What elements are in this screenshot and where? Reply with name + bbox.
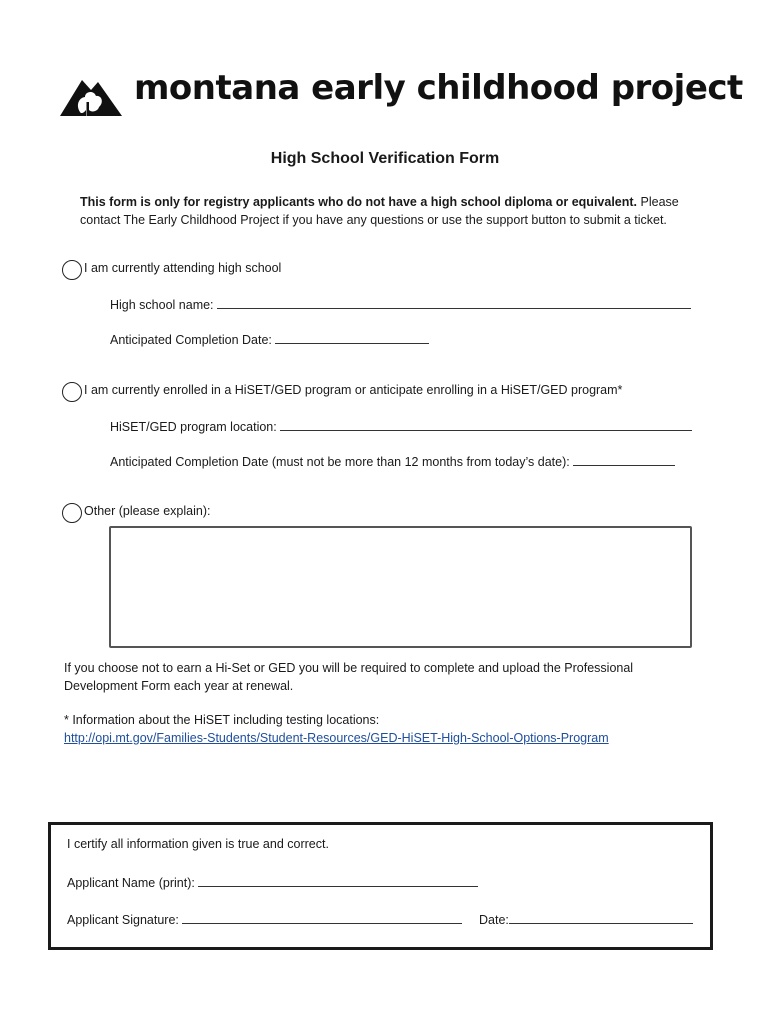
hiset-info-text: * Information about the HiSET including testing locations: <box>64 713 380 727</box>
completion-date-input-1[interactable] <box>275 331 429 344</box>
hiset-info <box>64 711 704 747</box>
program-location-field <box>110 418 692 434</box>
radio-attending-high-school[interactable] <box>62 260 82 280</box>
completion-date-input-2[interactable] <box>573 453 675 466</box>
date-field <box>479 911 693 927</box>
completion-date-label-2: Anticipated Completion Date (must not be more than 12 months from today’s date): <box>110 455 570 469</box>
form-title: High School Verification Form <box>270 150 500 167</box>
completion-date-field-1 <box>110 331 429 347</box>
program-location-label: HiSET/GED program location: <box>110 420 277 434</box>
option-label-other: Other (please explain): <box>84 504 211 518</box>
header <box>58 68 743 126</box>
applicant-name-label: Applicant Name (print): <box>67 876 195 890</box>
radio-hiset-ged-program[interactable] <box>62 382 82 402</box>
applicant-name-field <box>67 874 478 890</box>
applicant-signature-input[interactable] <box>182 911 462 924</box>
certification-box <box>48 822 713 950</box>
option-label-hiset: I am currently enrolled in a HiSET/GED program or anticipate enrolling in a HiSET/GED program* <box>84 383 623 397</box>
high-school-name-input[interactable] <box>217 296 691 309</box>
applicant-name-input[interactable] <box>198 874 478 887</box>
option-label-attending: I am currently attending high school <box>84 261 282 275</box>
date-input[interactable] <box>509 911 693 924</box>
other-explanation-textarea[interactable] <box>109 526 692 648</box>
applicant-signature-label: Applicant Signature: <box>67 913 179 927</box>
high-school-name-label: High school name: <box>110 298 214 312</box>
certification-statement: I certify all information given is true and correct. <box>67 837 329 851</box>
mountain-tree-icon <box>58 72 124 122</box>
pd-notice: If you choose not to earn a Hi-Set or GED you will be required to complete and upload the Professional Development Form each year at renewal. <box>64 661 634 693</box>
intro-paragraph <box>80 193 720 229</box>
program-location-input[interactable] <box>280 418 692 431</box>
organization-name: montana early childhood project <box>134 68 743 108</box>
hiset-link[interactable]: http://opi.mt.gov/Families-Students/Student-Resources/GED-HiSET-High-School-Options-Program <box>64 731 609 745</box>
high-school-name-field <box>110 296 691 312</box>
date-label: Date: <box>479 913 509 927</box>
intro-bold-text: This form is only for registry applicants who do not have a high school diploma or equivalent. <box>80 195 638 209</box>
completion-date-label-1: Anticipated Completion Date: <box>110 333 272 347</box>
radio-other[interactable] <box>62 503 82 523</box>
applicant-signature-field <box>67 911 462 927</box>
intro-normal-text: Please contact The Early Childhood Project if you have any questions or use the support button to submit a ticket. <box>80 195 679 227</box>
completion-date-field-2 <box>110 453 675 469</box>
